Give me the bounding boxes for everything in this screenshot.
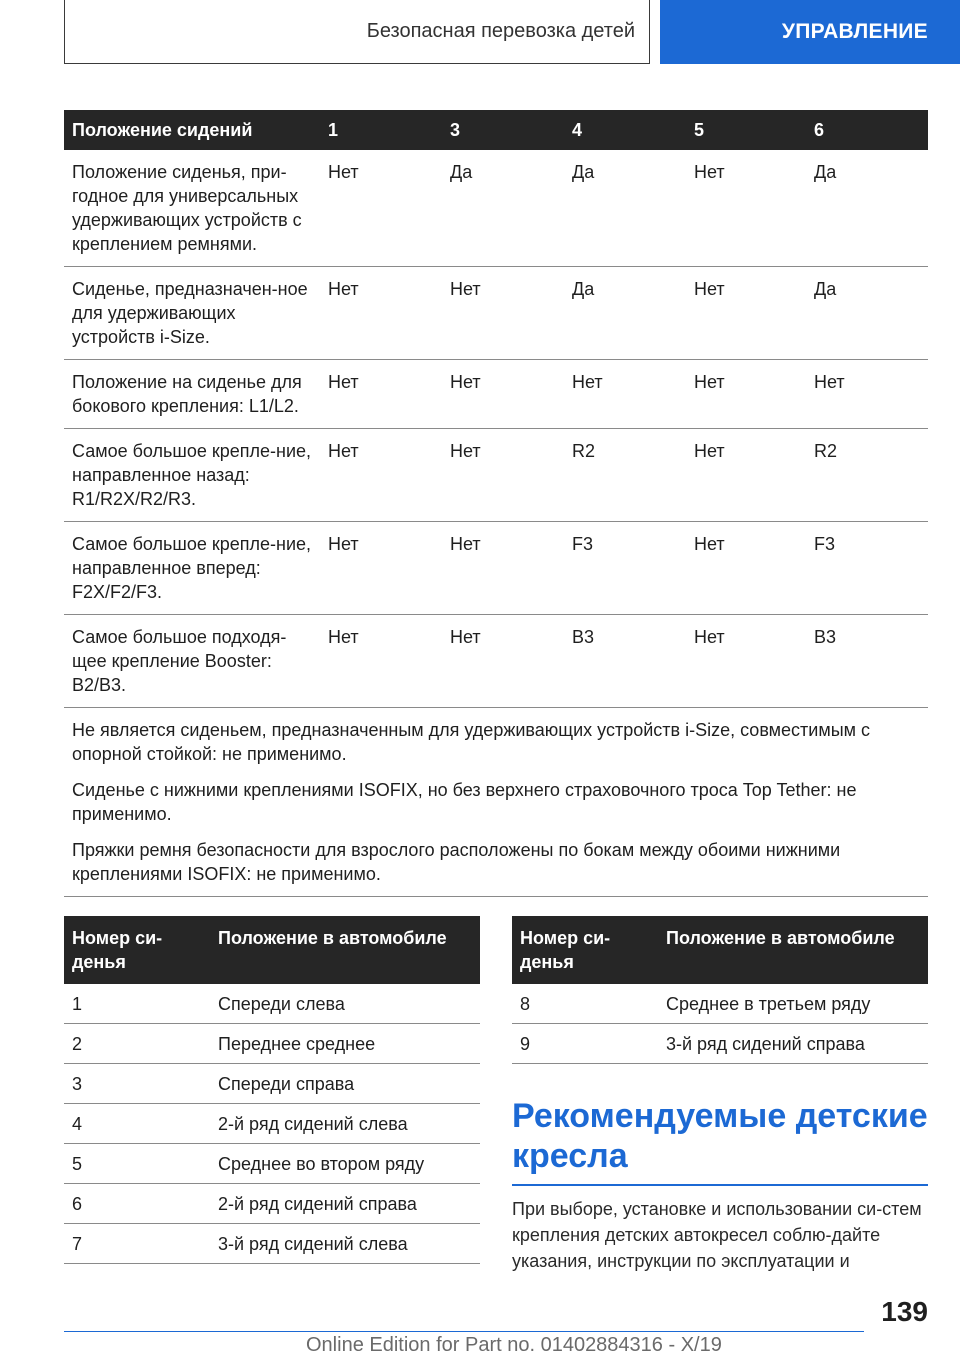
row-label: Сиденье, предназначен-ное для удерживающих устройств i-Size.	[64, 267, 320, 360]
row-label: Самое большое подходя-щее крепление Booster: B2/B3.	[64, 615, 320, 708]
seat-location: 3-й ряд сидений слева	[210, 1224, 480, 1264]
seat-number: 4	[64, 1104, 210, 1144]
table-row	[512, 984, 928, 1024]
table-row	[64, 267, 928, 360]
table-cell: Нет	[686, 150, 806, 267]
table-cell: Нет	[320, 615, 442, 708]
table-notes-row	[64, 708, 928, 897]
column-header: Положение в автомобиле	[658, 916, 928, 984]
seat-number: 7	[64, 1224, 210, 1264]
table-cell: Нет	[686, 615, 806, 708]
section-title: Безопасная перевозка детей	[366, 20, 635, 42]
chapter-title: УПРАВЛЕНИЕ	[781, 20, 928, 43]
table-row	[64, 522, 928, 615]
table-cell: Нет	[442, 429, 564, 522]
table-cell: Нет	[320, 522, 442, 615]
seat-location: Переднее среднее	[210, 1024, 480, 1064]
table-cell: R2	[806, 429, 928, 522]
seat-position-table-right	[512, 916, 928, 1064]
header-section-title	[64, 0, 650, 64]
table-row	[64, 1144, 480, 1184]
table-row	[64, 1064, 480, 1104]
table-row	[64, 984, 480, 1024]
seat-location: 2-й ряд сидений слева	[210, 1104, 480, 1144]
seat-location: Среднее в третьем ряду	[658, 984, 928, 1024]
note: Сиденье с нижними креплениями ISOFIX, но без верхнего страховочного троса Top Tether: не применимо.	[72, 780, 857, 824]
column-header: 4	[564, 110, 686, 150]
table-cell: Нет	[320, 360, 442, 429]
table-cell: B3	[806, 615, 928, 708]
table-row	[64, 1224, 480, 1264]
seat-location: Спереди справа	[210, 1064, 480, 1104]
table-cell: Нет	[442, 360, 564, 429]
table-cell: Нет	[442, 615, 564, 708]
table-cell: Нет	[686, 429, 806, 522]
row-label: Самое большое крепле-ние, направленное назад: R1/R2X/R2/R3.	[64, 429, 320, 522]
table-row	[64, 360, 928, 429]
seat-number: 9	[512, 1024, 658, 1064]
table-cell: Нет	[442, 522, 564, 615]
table-cell: Да	[564, 150, 686, 267]
column-header: 6	[806, 110, 928, 150]
note: Пряжки ремня безопасности для взрослого расположены по бокам между обоими нижними креплениями ISOFIX: не применимо.	[72, 840, 841, 884]
column-header: Положение в автомобиле	[210, 916, 480, 984]
table-cell: Нет	[806, 360, 928, 429]
table-row	[64, 615, 928, 708]
table-cell: F3	[564, 522, 686, 615]
seat-number: 3	[64, 1064, 210, 1104]
page-number: 139	[881, 1296, 928, 1327]
column-header: 1	[320, 110, 442, 150]
table-header-row	[512, 916, 928, 984]
seat-position-table-left	[64, 916, 480, 1264]
table-cell: Да	[806, 267, 928, 360]
table-cell: F3	[806, 522, 928, 615]
table-row	[64, 1184, 480, 1224]
column-header: Номер си-денья	[512, 916, 658, 984]
table-row	[512, 1024, 928, 1064]
column-header: Положение сидений	[64, 110, 320, 150]
note: Не является сиденьем, предназначенным для удерживающих устройств i-Size, совместимым с опорной стойкой: не применимо.	[72, 720, 871, 764]
table-cell: Нет	[320, 429, 442, 522]
footer-edition: Online Edition for Part no. 01402884316 - X/19	[306, 1334, 722, 1356]
table-cell: Да	[806, 150, 928, 267]
seat-location: 2-й ряд сидений справа	[210, 1184, 480, 1224]
table-row	[64, 429, 928, 522]
table-cell: R2	[564, 429, 686, 522]
seat-number: 8	[512, 984, 658, 1024]
seat-number: 2	[64, 1024, 210, 1064]
table-notes	[64, 708, 928, 897]
header-chapter-tab[interactable]	[660, 0, 960, 64]
table-cell: Нет	[686, 522, 806, 615]
table-row	[64, 1024, 480, 1064]
table-header-row	[64, 110, 928, 150]
table-cell: Нет	[320, 267, 442, 360]
table-cell: Да	[564, 267, 686, 360]
table-cell: Нет	[686, 360, 806, 429]
table-header-row	[64, 916, 480, 984]
row-label: Положение на сиденье для бокового крепления: L1/L2.	[64, 360, 320, 429]
table-cell: Нет	[564, 360, 686, 429]
table-row	[64, 150, 928, 267]
table-cell: Нет	[442, 267, 564, 360]
column-header: 5	[686, 110, 806, 150]
column-header: 3	[442, 110, 564, 150]
section-heading: Рекомендуемые детские кресла	[512, 1096, 928, 1186]
table-cell: Да	[442, 150, 564, 267]
column-header: Номер си-денья	[64, 916, 210, 984]
seat-location: Спереди слева	[210, 984, 480, 1024]
footer-divider	[64, 1331, 864, 1332]
row-label: Самое большое крепле-ние, направленное вперед: F2X/F2/F3.	[64, 522, 320, 615]
table-row	[64, 1104, 480, 1144]
seat-number: 5	[64, 1144, 210, 1184]
seat-suitability-table	[64, 110, 928, 897]
seat-location: 3-й ряд сидений справа	[658, 1024, 928, 1064]
seat-number: 1	[64, 984, 210, 1024]
seat-location: Среднее во втором ряду	[210, 1144, 480, 1184]
seat-number: 6	[64, 1184, 210, 1224]
table-cell: B3	[564, 615, 686, 708]
table-cell: Нет	[320, 150, 442, 267]
section-paragraph: При выборе, установке и использовании си-стем крепления детских автокресел соблю-дайте указания, инструкции по эксплуатации и	[512, 1199, 922, 1271]
table-cell: Нет	[686, 267, 806, 360]
row-label: Положение сиденья, при-годное для универсальных удерживающих устройств с креплением ремнями.	[64, 150, 320, 267]
